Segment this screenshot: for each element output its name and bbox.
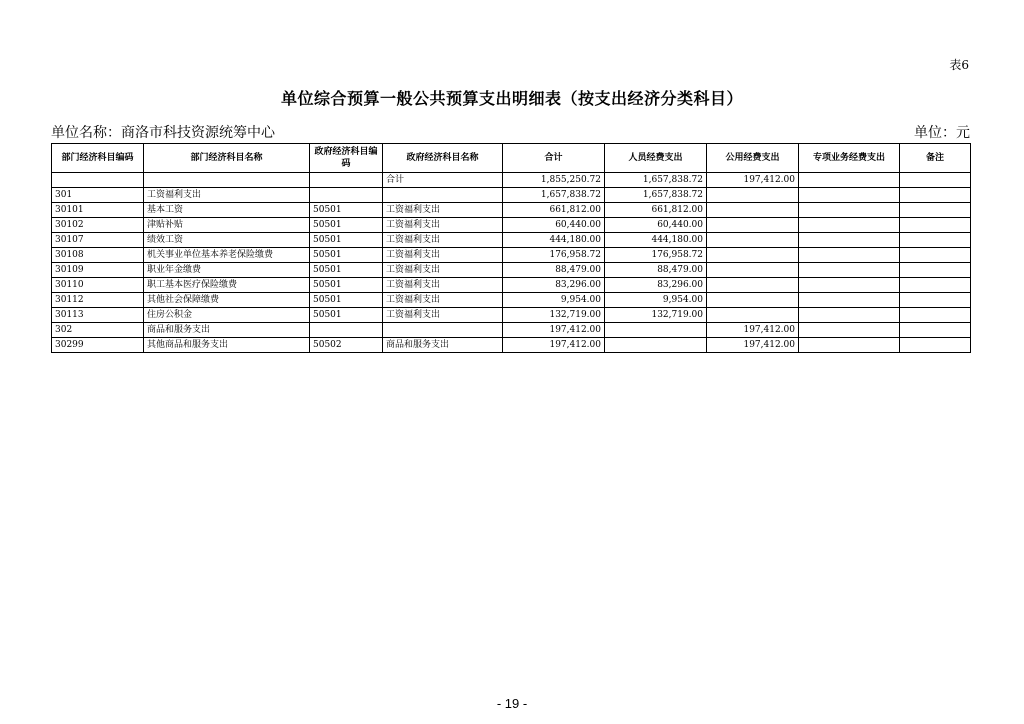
cell-gov-code: 50501 (310, 248, 383, 263)
cell-personnel: 83,296.00 (605, 278, 707, 293)
cell-dept-code: 301 (52, 188, 144, 203)
cell-dept-code: 30112 (52, 293, 144, 308)
cell-special (799, 278, 900, 293)
cell-gov-code: 50501 (310, 293, 383, 308)
cell-gov-code (310, 188, 383, 203)
cell-gov-code: 50501 (310, 278, 383, 293)
cell-dept-code: 30113 (52, 308, 144, 323)
cell-dept-name (144, 173, 310, 188)
cell-total: 197,412.00 (503, 323, 605, 338)
cell-special (799, 218, 900, 233)
cell-dept-code (52, 173, 144, 188)
cell-note (900, 338, 971, 353)
cell-note (900, 248, 971, 263)
cell-dept-name: 绩效工资 (144, 233, 310, 248)
cell-dept-code: 30299 (52, 338, 144, 353)
cell-public (707, 293, 799, 308)
header-gov-code: 政府经济科目编码 (310, 144, 383, 173)
cell-personnel: 9,954.00 (605, 293, 707, 308)
cell-personnel: 1,657,838.72 (605, 173, 707, 188)
header-special: 专项业务经费支出 (799, 144, 900, 173)
table-row (52, 248, 971, 263)
cell-public (707, 308, 799, 323)
cell-public: 197,412.00 (707, 173, 799, 188)
cell-dept-code: 302 (52, 323, 144, 338)
cell-personnel: 88,479.00 (605, 263, 707, 278)
table-row (52, 218, 971, 233)
cell-gov-name: 工资福利支出 (383, 278, 503, 293)
cell-gov-name: 工资福利支出 (383, 263, 503, 278)
cell-gov-name: 商品和服务支出 (383, 338, 503, 353)
cell-special (799, 248, 900, 263)
cell-gov-code: 50502 (310, 338, 383, 353)
cell-gov-name (383, 188, 503, 203)
header-dept-name: 部门经济科目名称 (144, 144, 310, 173)
cell-note (900, 323, 971, 338)
unit-label: 单位：元 (914, 125, 970, 141)
page-title: 单位综合预算一般公共预算支出明细表（按支出经济分类科目） (280, 89, 743, 108)
page-number: - 19 - (496, 696, 528, 711)
cell-public (707, 263, 799, 278)
cell-total: 60,440.00 (503, 218, 605, 233)
cell-total: 9,954.00 (503, 293, 605, 308)
cell-dept-name: 其他社会保障缴费 (144, 293, 310, 308)
table-row (52, 278, 971, 293)
table-row (52, 323, 971, 338)
table-row (52, 188, 971, 203)
cell-dept-name: 机关事业单位基本养老保险缴费 (144, 248, 310, 263)
cell-public (707, 248, 799, 263)
cell-special (799, 233, 900, 248)
cell-dept-code: 30107 (52, 233, 144, 248)
header-note: 备注 (900, 144, 971, 173)
unit-name: 单位名称：商洛市科技资源统筹中心 (51, 125, 275, 141)
cell-gov-code: 50501 (310, 308, 383, 323)
cell-public: 197,412.00 (707, 338, 799, 353)
header-total: 合计 (503, 144, 605, 173)
cell-note (900, 173, 971, 188)
table-row (52, 293, 971, 308)
cell-dept-name: 其他商品和服务支出 (144, 338, 310, 353)
cell-gov-name: 合计 (383, 173, 503, 188)
cell-note (900, 188, 971, 203)
cell-personnel: 60,440.00 (605, 218, 707, 233)
cell-gov-name: 工资福利支出 (383, 293, 503, 308)
cell-personnel: 132,719.00 (605, 308, 707, 323)
cell-total: 88,479.00 (503, 263, 605, 278)
cell-gov-code: 50501 (310, 233, 383, 248)
cell-total: 197,412.00 (503, 338, 605, 353)
cell-dept-name: 津贴补贴 (144, 218, 310, 233)
cell-dept-code: 30108 (52, 248, 144, 263)
cell-note (900, 308, 971, 323)
table-row (52, 173, 971, 188)
cell-gov-code: 50501 (310, 218, 383, 233)
cell-personnel: 444,180.00 (605, 233, 707, 248)
cell-gov-name: 工资福利支出 (383, 218, 503, 233)
cell-gov-name: 工资福利支出 (383, 248, 503, 263)
table-row (52, 233, 971, 248)
cell-total: 83,296.00 (503, 278, 605, 293)
header-public: 公用经费支出 (707, 144, 799, 173)
cell-special (799, 293, 900, 308)
cell-total: 1,657,838.72 (503, 188, 605, 203)
cell-note (900, 263, 971, 278)
unit-row (51, 122, 970, 142)
cell-personnel (605, 323, 707, 338)
cell-gov-code (310, 323, 383, 338)
budget-table (51, 143, 971, 353)
cell-dept-code: 30110 (52, 278, 144, 293)
header-personnel: 人员经费支出 (605, 144, 707, 173)
header-gov-name: 政府经济科目名称 (383, 144, 503, 173)
cell-note (900, 278, 971, 293)
cell-total: 661,812.00 (503, 203, 605, 218)
cell-note (900, 203, 971, 218)
cell-personnel (605, 338, 707, 353)
cell-personnel: 1,657,838.72 (605, 188, 707, 203)
cell-gov-code: 50501 (310, 263, 383, 278)
cell-note (900, 293, 971, 308)
cell-special (799, 308, 900, 323)
cell-public: 197,412.00 (707, 323, 799, 338)
table-row (52, 338, 971, 353)
cell-total: 444,180.00 (503, 233, 605, 248)
table-row (52, 203, 971, 218)
cell-public (707, 278, 799, 293)
cell-special (799, 323, 900, 338)
cell-personnel: 661,812.00 (605, 203, 707, 218)
cell-dept-code: 30101 (52, 203, 144, 218)
cell-special (799, 338, 900, 353)
cell-dept-code: 30102 (52, 218, 144, 233)
cell-gov-name: 工资福利支出 (383, 203, 503, 218)
cell-public (707, 218, 799, 233)
cell-gov-code: 50501 (310, 203, 383, 218)
cell-total: 176,958.72 (503, 248, 605, 263)
table-row (52, 308, 971, 323)
cell-public (707, 203, 799, 218)
cell-note (900, 233, 971, 248)
table-tag: 表6 (949, 58, 969, 72)
cell-dept-name: 住房公积金 (144, 308, 310, 323)
table-row (52, 263, 971, 278)
table-body (52, 173, 971, 353)
cell-gov-name: 工资福利支出 (383, 233, 503, 248)
cell-dept-code: 30109 (52, 263, 144, 278)
cell-total: 1,855,250.72 (503, 173, 605, 188)
cell-gov-code (310, 173, 383, 188)
cell-special (799, 173, 900, 188)
cell-dept-name: 职工基本医疗保险缴费 (144, 278, 310, 293)
cell-dept-name: 工资福利支出 (144, 188, 310, 203)
cell-public (707, 233, 799, 248)
header-dept-code: 部门经济科目编码 (52, 144, 144, 173)
cell-note (900, 218, 971, 233)
cell-gov-name (383, 323, 503, 338)
cell-special (799, 203, 900, 218)
cell-special (799, 263, 900, 278)
cell-special (799, 188, 900, 203)
cell-public (707, 188, 799, 203)
cell-gov-name: 工资福利支出 (383, 308, 503, 323)
cell-personnel: 176,958.72 (605, 248, 707, 263)
cell-dept-name: 基本工资 (144, 203, 310, 218)
cell-dept-name: 商品和服务支出 (144, 323, 310, 338)
cell-dept-name: 职业年金缴费 (144, 263, 310, 278)
table-header-row (52, 144, 971, 173)
cell-total: 132,719.00 (503, 308, 605, 323)
